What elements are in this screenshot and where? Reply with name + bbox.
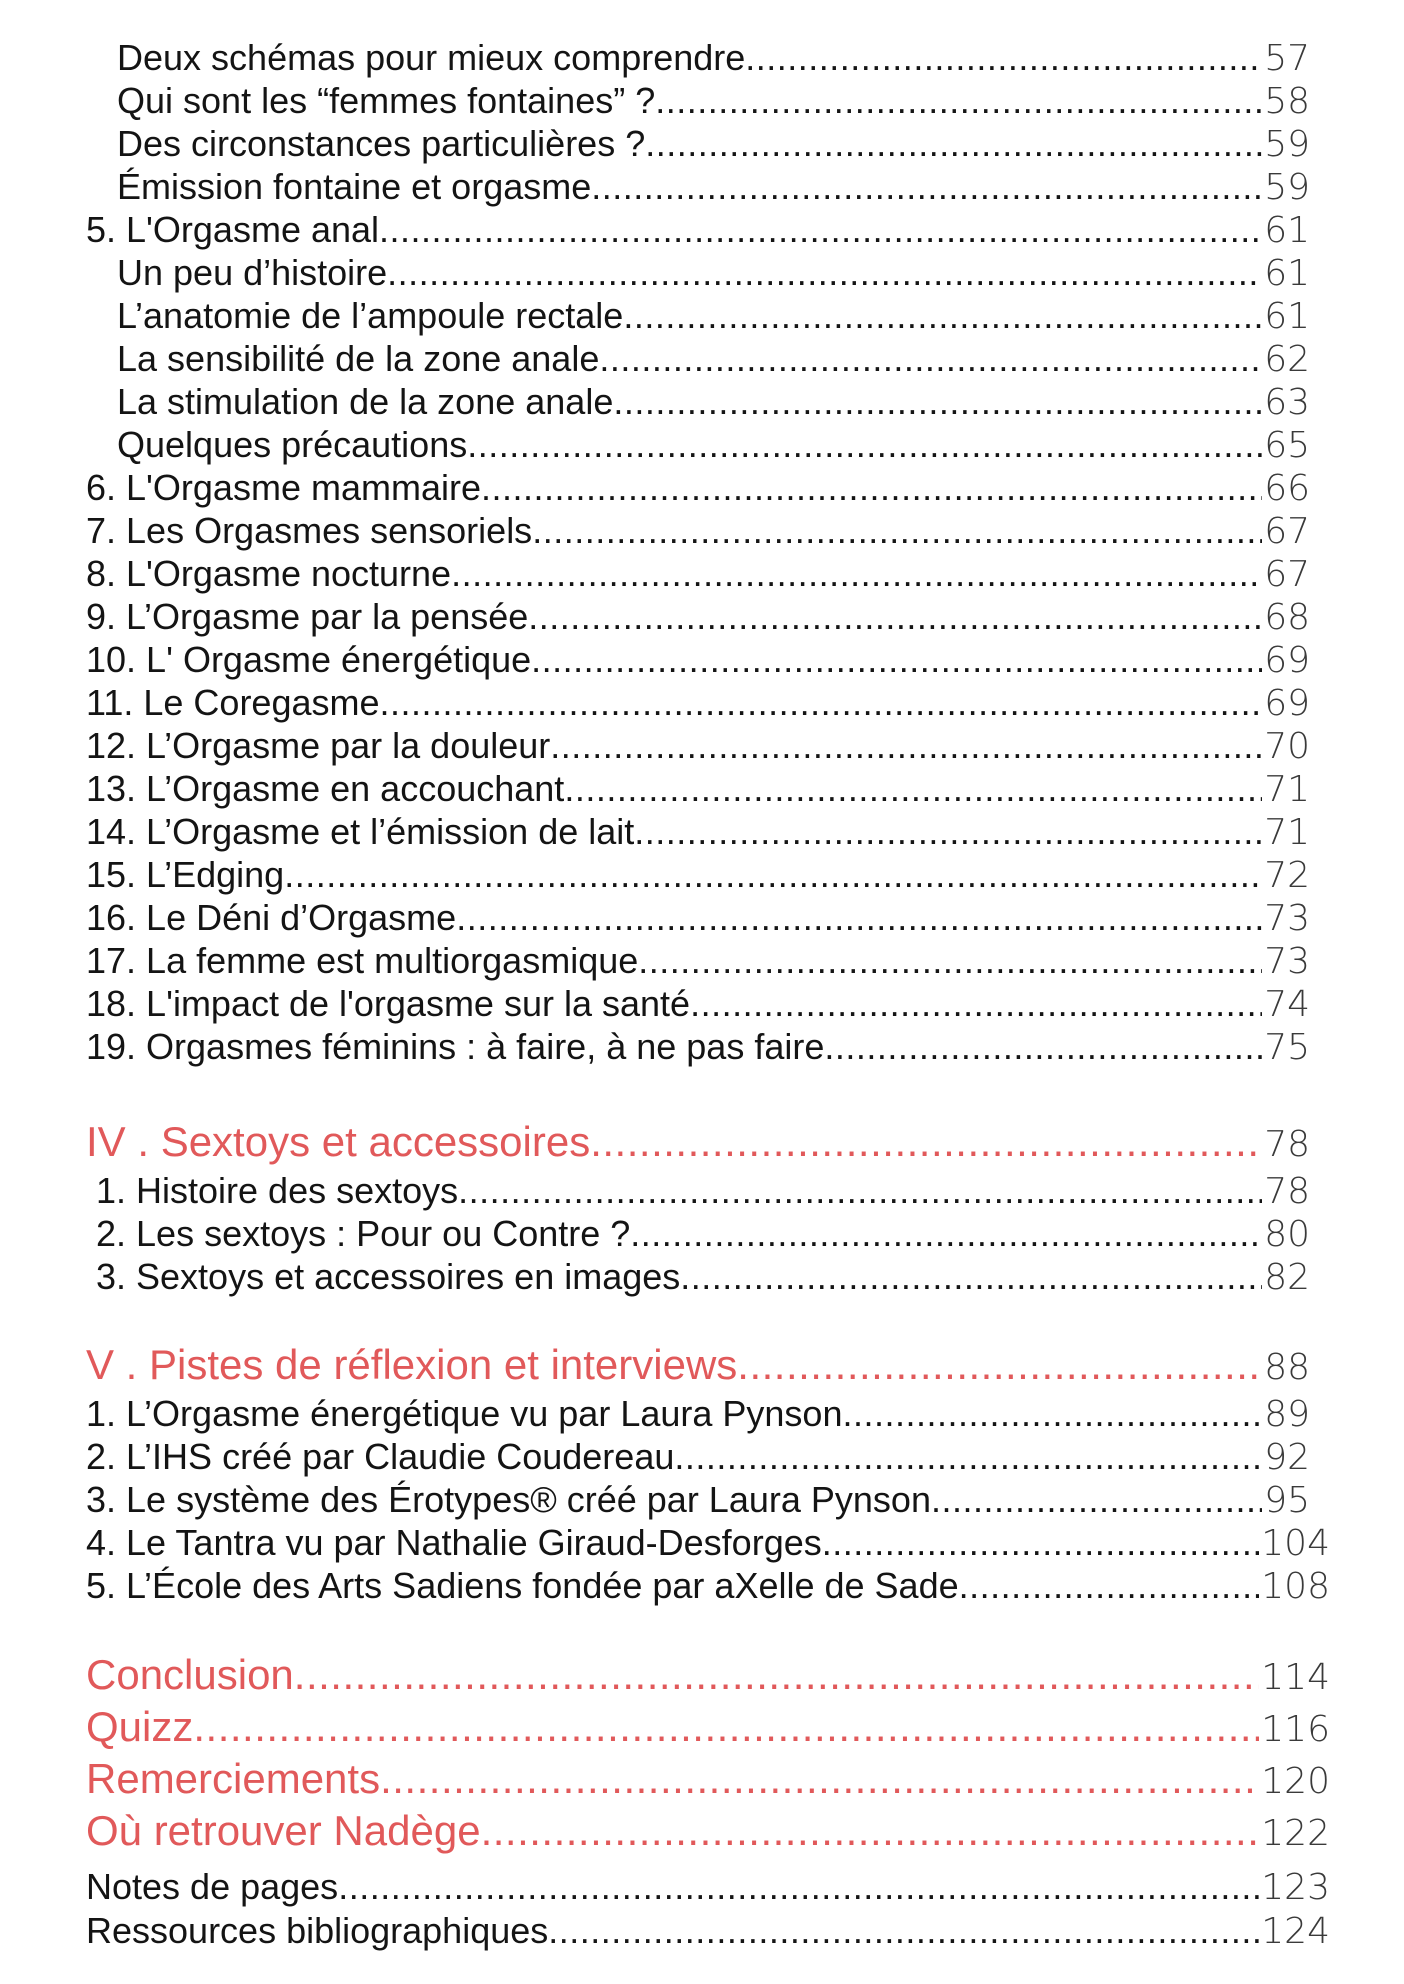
toc-entry[interactable]	[86, 983, 1310, 1025]
toc-entry[interactable]	[117, 37, 1310, 79]
toc-entry[interactable]	[86, 682, 1310, 724]
toc-leader	[655, 80, 1262, 122]
toc-entry[interactable]	[117, 338, 1310, 380]
toc-entry[interactable]	[117, 80, 1310, 122]
toc-entry-page: 61	[1264, 210, 1310, 251]
toc-leader	[737, 1341, 1262, 1389]
toc-entry-page: 69	[1264, 683, 1310, 724]
toc-chapter-heading[interactable]	[86, 1755, 1330, 1803]
toc-entry-page: 59	[1264, 167, 1310, 208]
toc-entry-page: 82	[1264, 1257, 1310, 1298]
toc-entry-title: La sensibilité de la zone anale	[117, 338, 600, 379]
toc-leader	[528, 596, 1262, 638]
toc-entry-title: 3. Le système des Érotypes® créé par Laura Pynson	[86, 1479, 931, 1520]
toc-entry-page: 120	[1261, 1761, 1330, 1802]
toc-entry-page: 95	[1264, 1480, 1310, 1521]
toc-entry-title: 5. L'Orgasme anal	[86, 209, 380, 250]
toc-leader	[338, 1866, 1259, 1908]
toc-entry-page: 65	[1264, 425, 1310, 466]
toc-leader	[645, 123, 1262, 165]
toc-entry-title: 19. Orgasmes féminins : à faire, à ne pas faire	[86, 1026, 825, 1067]
toc-entry[interactable]	[96, 1256, 1310, 1298]
toc-entry[interactable]	[86, 1479, 1310, 1521]
toc-entry-page: 69	[1264, 640, 1310, 681]
toc-entry-title: 11. Le Coregasme	[86, 682, 380, 723]
toc-entry-title: La stimulation de la zone anale	[117, 381, 614, 422]
toc-leader	[380, 682, 1263, 724]
toc-entry-page: 73	[1264, 941, 1310, 982]
toc-entry-page: 73	[1264, 898, 1310, 939]
toc-entry[interactable]	[117, 424, 1310, 466]
toc-leader	[959, 1565, 1260, 1607]
toc-entry-title: 6. L'Orgasme mammaire	[86, 467, 481, 508]
toc-entry-page: 116	[1261, 1709, 1330, 1750]
toc-entry-page: 124	[1261, 1911, 1330, 1952]
toc-chapter-heading[interactable]	[86, 1651, 1330, 1699]
toc-entry[interactable]	[86, 1436, 1310, 1478]
toc-entry-title: 2. L’IHS créé par Claudie Coudereau	[86, 1436, 675, 1477]
toc-entry-title: 8. L'Orgasme nocturne	[86, 553, 452, 594]
toc-entry-page: 68	[1264, 597, 1310, 638]
toc-entry-title: Quizz	[86, 1703, 194, 1750]
toc-entry[interactable]	[117, 166, 1310, 208]
toc-leader	[387, 252, 1262, 294]
toc-entry[interactable]	[96, 1170, 1310, 1212]
toc-entry-page: 75	[1264, 1027, 1310, 1068]
toc-entry-title: 1. L’Orgasme énergétique vu par Laura Pynson	[86, 1393, 843, 1434]
toc-entry-page: 63	[1264, 382, 1310, 423]
toc-entry[interactable]	[86, 897, 1310, 939]
toc-entry-title: L’anatomie de l’ampoule rectale	[117, 295, 624, 336]
toc-entry-title: IV . Sextoys et accessoires	[86, 1118, 591, 1165]
toc-entry[interactable]	[86, 1026, 1310, 1068]
toc-entry-page: 78	[1264, 1124, 1310, 1165]
toc-leader	[284, 854, 1262, 896]
toc-entry-page: 59	[1264, 124, 1310, 165]
toc-entry-title: Qui sont les “femmes fontaines” ?	[117, 80, 656, 121]
toc-entry[interactable]	[117, 381, 1310, 423]
toc-leader	[824, 1026, 1262, 1068]
toc-entry[interactable]	[86, 725, 1310, 767]
toc-entry-title: Deux schémas pour mieux comprendre	[117, 37, 746, 78]
toc-entry[interactable]	[86, 467, 1310, 509]
toc-entry-page: 61	[1264, 253, 1310, 294]
toc-entry-title: 1. Histoire des sextoys	[96, 1170, 459, 1211]
toc-leader	[680, 1256, 1262, 1298]
toc-entry-page: 122	[1261, 1813, 1330, 1854]
toc-entry-page: 78	[1264, 1171, 1310, 1212]
toc-leader	[531, 639, 1262, 681]
toc-entry-page: 88	[1264, 1347, 1310, 1388]
toc-leader	[599, 338, 1262, 380]
toc-leader	[467, 424, 1262, 466]
toc-entry-page: 70	[1264, 726, 1310, 767]
toc-entry-title: Où retrouver Nadège	[86, 1807, 481, 1854]
toc-leader	[481, 1807, 1260, 1855]
toc-entry[interactable]	[86, 639, 1310, 681]
toc-entry-page: 67	[1264, 511, 1310, 552]
toc-entry-title: Conclusion	[86, 1651, 294, 1698]
toc-entry-page: 71	[1264, 812, 1310, 853]
toc-entry-title: 10. L' Orgasme énergétique	[86, 639, 532, 680]
toc-entry-title: 14. L’Orgasme et l’émission de lait	[86, 811, 635, 852]
toc-entry-page: 89	[1264, 1394, 1310, 1435]
toc-entry-page: 114	[1261, 1657, 1330, 1698]
toc-leader	[481, 467, 1262, 509]
toc-entry[interactable]	[86, 1910, 1330, 1952]
toc-leader	[690, 983, 1262, 1025]
toc-leader	[548, 1910, 1259, 1952]
toc-leader	[630, 1213, 1262, 1255]
toc-entry-title: 9. L’Orgasme par la pensée	[86, 596, 529, 637]
toc-entry-title: 7. Les Orgasmes sensoriels	[86, 510, 533, 551]
toc-entry-title: 15. L’Edging	[86, 854, 285, 895]
toc-leader	[193, 1703, 1259, 1751]
toc-entry[interactable]	[86, 768, 1310, 810]
toc-section-heading[interactable]	[86, 1118, 1310, 1166]
toc-entry-title: 12. L’Orgasme par la douleur	[86, 725, 551, 766]
toc-entry-page: 72	[1264, 855, 1310, 896]
toc-section-heading[interactable]	[86, 1341, 1310, 1389]
toc-leader	[623, 295, 1262, 337]
toc-entry[interactable]	[86, 1866, 1330, 1908]
toc-leader	[613, 381, 1262, 423]
toc-entry-title: 13. L’Orgasme en accouchant	[86, 768, 565, 809]
toc-entry-page: 123	[1261, 1867, 1330, 1908]
toc-leader	[550, 725, 1262, 767]
toc-entry-title: Quelques précautions	[117, 424, 468, 465]
toc-entry-title: 3. Sextoys et accessoires en images	[96, 1256, 681, 1297]
toc-entry-page: 58	[1264, 81, 1310, 122]
toc-leader	[822, 1522, 1260, 1564]
toc-entry-title: 4. Le Tantra vu par Nathalie Giraud-Desforges	[86, 1522, 822, 1563]
toc-entry[interactable]	[86, 553, 1310, 595]
toc-leader	[532, 510, 1262, 552]
toc-entry-title: 17. La femme est multiorgasmique	[86, 940, 639, 981]
toc-entry-title: V . Pistes de réflexion et interviews	[86, 1341, 738, 1388]
toc-entry-title: 16. Le Déni d’Orgasme	[86, 897, 457, 938]
toc-entry-page: 66	[1264, 468, 1310, 509]
toc-entry-page: 67	[1264, 554, 1310, 595]
toc-entry-title: 2. Les sextoys : Pour ou Contre ?	[96, 1213, 631, 1254]
toc-chapter-heading[interactable]	[86, 1703, 1330, 1751]
toc-entry-title: Émission fontaine et orgasme	[117, 166, 592, 207]
toc-entry[interactable]	[86, 1522, 1330, 1564]
toc-entry-title: 5. L’École des Arts Sadiens fondée par aXelle de Sade	[86, 1565, 959, 1606]
toc-entry-page: 61	[1264, 296, 1310, 337]
toc-leader	[745, 37, 1262, 79]
toc-entry[interactable]	[117, 252, 1310, 294]
toc-entry[interactable]	[86, 209, 1310, 251]
toc-leader	[380, 1755, 1259, 1803]
toc-entry-page: 74	[1264, 984, 1310, 1025]
toc-entry-page: 92	[1264, 1437, 1310, 1478]
toc-entry[interactable]	[117, 123, 1310, 165]
toc-entry-title: Un peu d’histoire	[117, 252, 388, 293]
toc-entry[interactable]	[86, 854, 1310, 896]
toc-entry[interactable]	[86, 596, 1310, 638]
toc-leader	[591, 166, 1262, 208]
toc-leader	[931, 1479, 1262, 1521]
toc-leader	[590, 1118, 1262, 1166]
toc-entry[interactable]	[86, 510, 1310, 552]
toc-leader	[451, 553, 1262, 595]
toc-leader	[638, 940, 1262, 982]
toc-leader	[458, 1170, 1262, 1212]
toc-entry-page: 108	[1261, 1566, 1330, 1607]
toc-entry-page: 57	[1264, 38, 1310, 79]
toc-entry-page: 62	[1264, 339, 1310, 380]
toc-entry[interactable]	[86, 940, 1310, 982]
toc-entry[interactable]	[117, 295, 1310, 337]
toc-entry[interactable]	[86, 1565, 1330, 1607]
toc-leader	[456, 897, 1262, 939]
toc-entry-title: Remerciements	[86, 1755, 381, 1802]
toc-leader	[294, 1651, 1259, 1699]
toc-entry-page: 80	[1264, 1214, 1310, 1255]
toc-entry-page: 104	[1261, 1523, 1330, 1564]
toc-entry-title: 18. L'impact de l'orgasme sur la santé	[86, 983, 691, 1024]
toc-entry[interactable]	[86, 811, 1310, 853]
toc-entry-page: 71	[1264, 769, 1310, 810]
toc-entry[interactable]	[86, 1393, 1310, 1435]
toc-leader	[674, 1436, 1262, 1478]
toc-leader	[842, 1393, 1262, 1435]
toc-entry[interactable]	[96, 1213, 1310, 1255]
toc-leader	[564, 768, 1262, 810]
toc-entry-title: Des circonstances particulières ?	[117, 123, 646, 164]
toc-entry-title: Ressources bibliographiques	[86, 1910, 549, 1951]
toc-entry-title: Notes de pages	[86, 1866, 339, 1907]
toc-leader	[634, 811, 1262, 853]
toc-leader	[379, 209, 1262, 251]
toc-chapter-heading[interactable]	[86, 1807, 1330, 1855]
